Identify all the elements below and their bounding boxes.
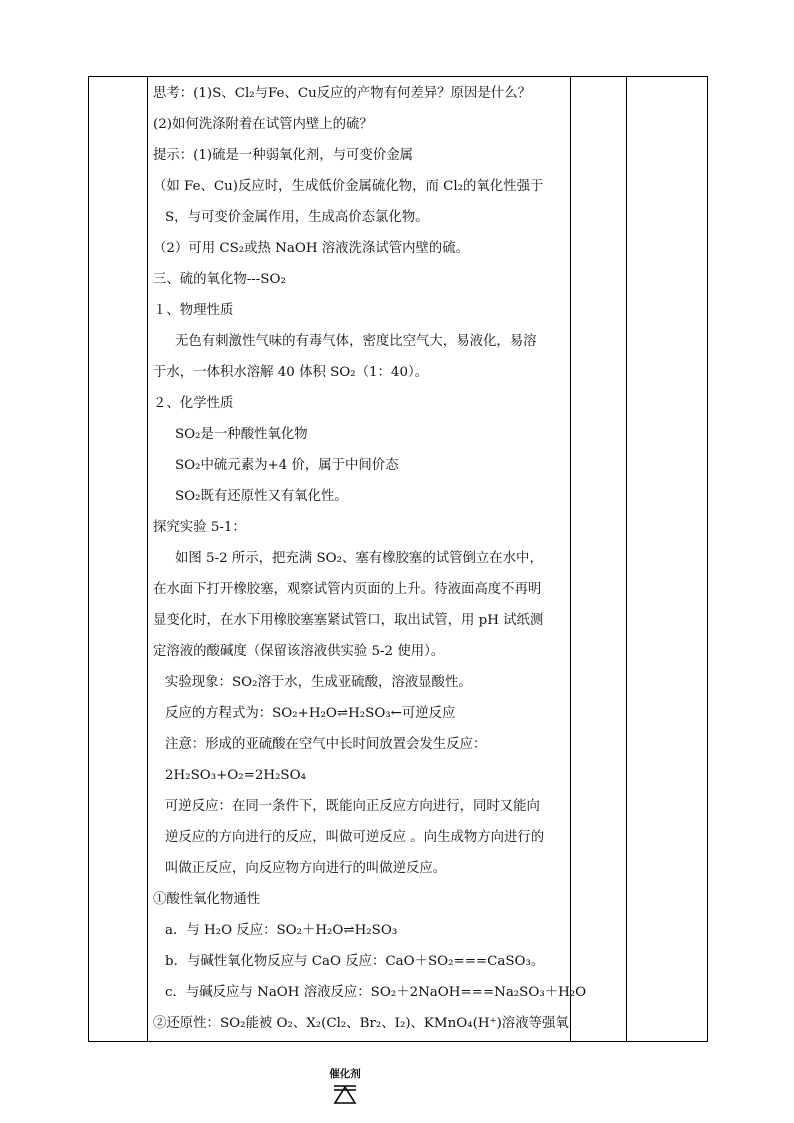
text-line: 思考：(1)S、Cl₂与Fe、Cu反应的产物有何差异？原因是什么？ <box>153 86 531 101</box>
text-line: ②还原性：SO₂能被 O₂、X₂(Cl₂、Br₂、I₂)、KMnO₄(H⁺)溶液等强氧 <box>153 1016 569 1031</box>
text-line: 于水，一体积水溶解 40 体积 SO₂（1：40）。 <box>153 365 429 380</box>
text-line: SO₂中硫元素为+4 价，属于中间价态 <box>175 458 399 473</box>
table-column-divider <box>570 77 571 1041</box>
content-table <box>88 76 708 1042</box>
table-column-divider <box>147 77 148 1041</box>
text-line: SO₂是一种酸性氧化物 <box>175 427 308 442</box>
text-line: 如图 5-2 所示，把充满 SO₂、塞有橡胶塞的试管倒立在水中， <box>175 551 543 566</box>
text-line: c．与碱反应与 NaOH 溶液反应：SO₂＋2NaOH===Na₂SO₃＋H₂O <box>165 985 587 1000</box>
text-line: SO₂既有还原性又有氧化性。 <box>175 489 348 504</box>
catalyst-symbol <box>320 1066 370 1105</box>
text-line: 无色有刺激性气味的有毒气体，密度比空气大，易液化，易溶 <box>175 334 537 349</box>
text-line: a．与 H₂O 反应：SO₂＋H₂O⇌H₂SO₃ <box>165 923 398 938</box>
text-line: （2）可用 CS₂或热 NaOH 溶液洗涤试管内壁的硫。 <box>153 241 470 256</box>
text-line: S，与可变价金属作用，生成高价态氯化物。 <box>165 210 429 225</box>
text-line: 反应的方程式为：SO₂+H₂O⇌H₂SO₃←可逆反应 <box>165 706 456 721</box>
text-line: ①酸性氧化物通性 <box>153 892 261 907</box>
text-line: (2)如何洗涤附着在试管内壁上的硫？ <box>153 117 373 132</box>
text-line: 提示：(1)硫是一种弱氧化剂，与可变价金属 <box>153 148 413 163</box>
subsection-heading: １、物理性质 <box>153 303 234 318</box>
text-line: 注意：形成的亚硫酸在空气中长时间放置会发生反应： <box>165 737 487 752</box>
table-column-divider <box>626 77 627 1041</box>
text-line: 2H₂SO₃+O₂=2H₂SO₄ <box>165 768 306 783</box>
text-line: b．与碱性氧化物反应与 CaO 反应：CaO＋SO₂===CaSO₃。 <box>165 954 545 969</box>
text-line: 叫做正反应，向反应物方向进行的叫做逆反应。 <box>165 861 447 876</box>
text-line: 逆反应的方向进行的反应，叫做可逆反应 。向生成物方向进行的 <box>165 830 545 845</box>
text-line: 定溶液的酸碱度（保留该溶液供实验 5-2 使用）。 <box>153 644 445 659</box>
section-heading: 三、硫的氧化物---SO₂ <box>153 272 286 287</box>
text-line: 实验现象：SO₂溶于水，生成亚硫酸，溶液显酸性。 <box>165 675 472 690</box>
catalyst-label: 催化剂 <box>329 1068 361 1080</box>
text-line: 在水面下打开橡胶塞，观察试管内页面的上升。待液面高度不再明 <box>153 582 542 597</box>
subsection-heading: ２、化学性质 <box>153 396 234 411</box>
text-line: （如 Fe、Cu)反应时，生成低价金属硫化物，而 Cl₂的氧化性强于 <box>153 179 544 194</box>
heat-triangle-icon <box>332 1083 358 1105</box>
text-line: 可逆反应：在同一条件下，既能向正反应方向进行，同时又能向 <box>165 799 540 814</box>
text-line: 探究实验 5-1： <box>153 520 246 535</box>
text-line: 显变化时，在水下用橡胶塞塞紧试管口，取出试管，用 pH 试纸测 <box>153 613 544 628</box>
